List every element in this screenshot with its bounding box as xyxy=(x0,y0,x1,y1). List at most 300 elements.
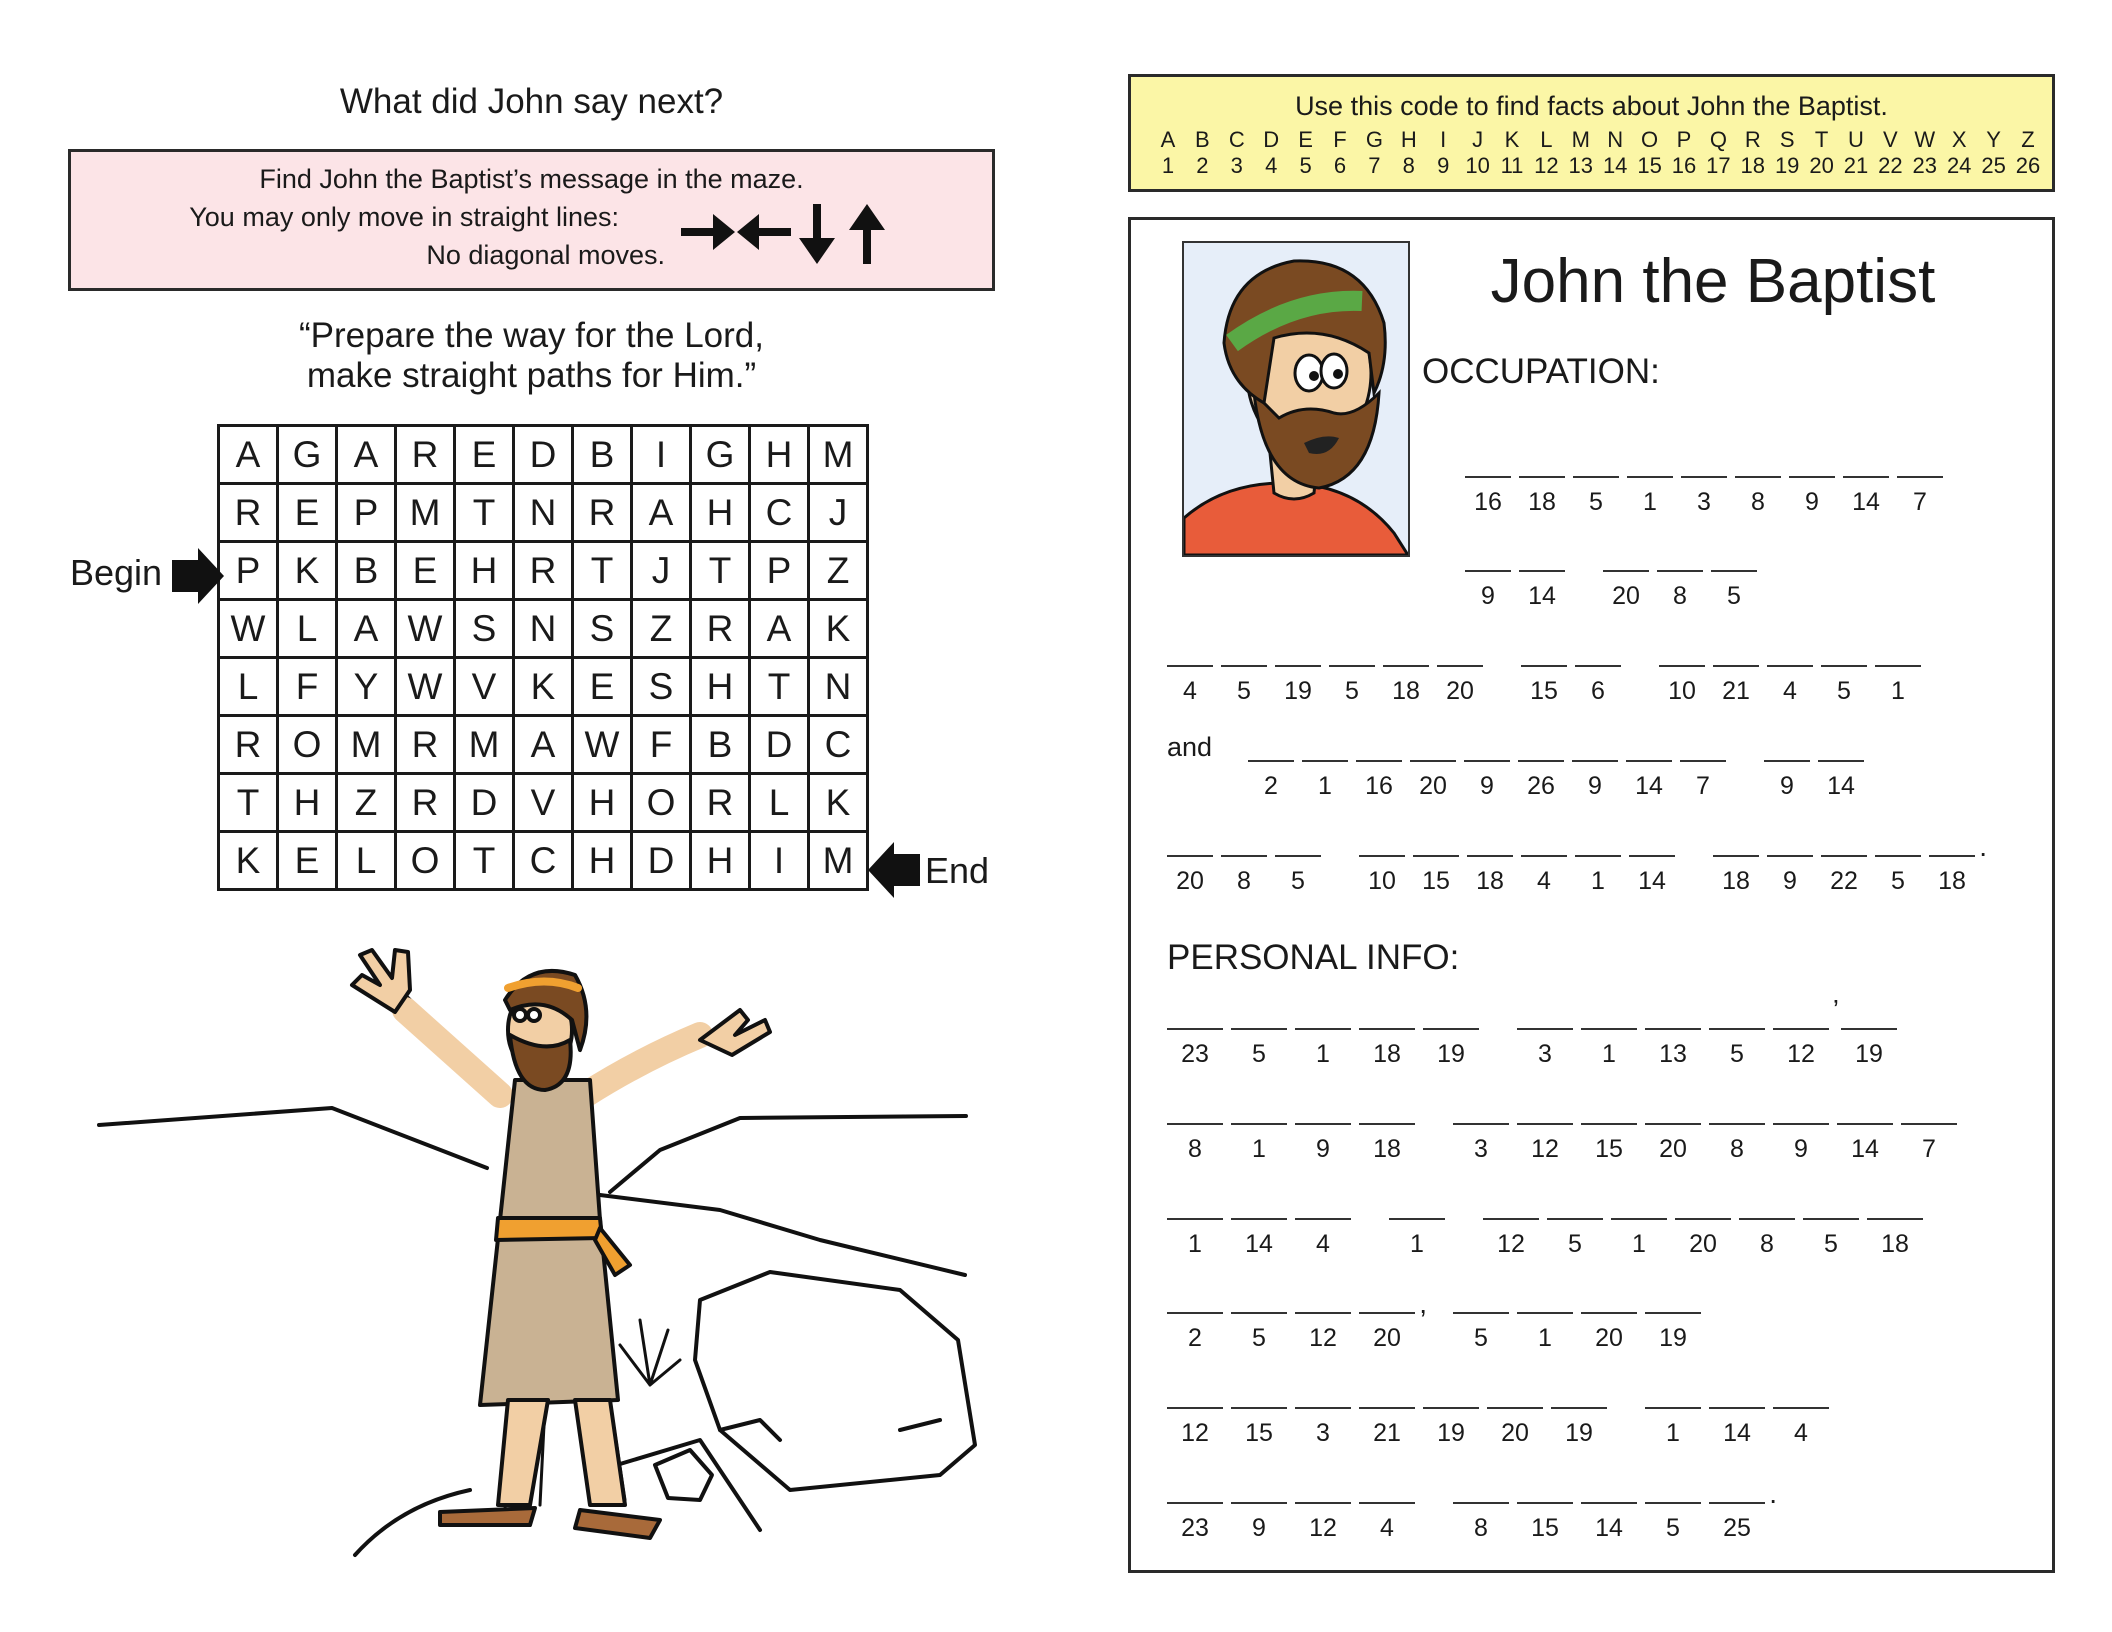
maze-cell[interactable]: Y xyxy=(337,658,396,716)
answer-blank[interactable]: 15 xyxy=(1413,855,1459,896)
answer-blank[interactable]: 5 xyxy=(1875,855,1921,896)
answer-blank[interactable]: 5 xyxy=(1803,1218,1859,1259)
answer-blank[interactable]: 5 xyxy=(1221,665,1267,706)
answer-blank[interactable]: 5 xyxy=(1329,665,1375,706)
maze-cell[interactable]: R xyxy=(396,774,455,832)
answer-blank[interactable]: 1 xyxy=(1517,1312,1573,1353)
maze-cell[interactable]: L xyxy=(219,658,278,716)
answer-blank[interactable]: 1 xyxy=(1167,1218,1223,1259)
maze-cell[interactable]: K xyxy=(809,774,868,832)
maze-cell[interactable]: C xyxy=(750,484,809,542)
maze-cell[interactable]: A xyxy=(632,484,691,542)
code-pair xyxy=(1185,127,1219,179)
maze-cell[interactable]: O xyxy=(396,832,455,890)
maze-cell[interactable]: B xyxy=(573,426,632,484)
answer-word xyxy=(1248,760,1734,801)
maze-cell[interactable]: H xyxy=(691,832,750,890)
quote-line-1: “Prepare the way for the Lord, xyxy=(299,316,764,355)
answer-blank[interactable]: 14 xyxy=(1626,760,1672,801)
maze-cell[interactable]: B xyxy=(337,542,396,600)
instructions-box xyxy=(68,149,995,291)
maze-cell[interactable]: T xyxy=(219,774,278,832)
answer-blank[interactable]: 15 xyxy=(1231,1407,1287,1448)
quote-line-2: make straight paths for Him.” xyxy=(306,356,757,395)
answer-blank[interactable]: 8 xyxy=(1709,1123,1765,1164)
personal-line xyxy=(1167,1218,1961,1259)
answer-blank[interactable]: 1 xyxy=(1645,1407,1701,1448)
maze-cell[interactable]: R xyxy=(396,716,455,774)
answer-blank[interactable]: 1 xyxy=(1581,1028,1637,1069)
code-number: 14 xyxy=(1602,153,1628,178)
maze-cell[interactable]: J xyxy=(809,484,868,542)
code-pair xyxy=(1839,127,1873,179)
answer-blank[interactable]: 3 xyxy=(1453,1123,1509,1164)
maze-cell[interactable]: A xyxy=(337,426,396,484)
bible-quote xyxy=(68,316,995,396)
maze-row xyxy=(219,774,868,832)
answer-blank[interactable]: 20 xyxy=(1581,1312,1637,1353)
answer-blank[interactable]: 7 xyxy=(1901,1123,1957,1164)
answer-blank[interactable]: 1 xyxy=(1575,855,1621,896)
answer-blank[interactable]: 15 xyxy=(1521,665,1567,706)
maze-cell[interactable]: W xyxy=(573,716,632,774)
answer-blank[interactable]: 18 xyxy=(1519,476,1565,517)
maze-cell[interactable]: E xyxy=(396,542,455,600)
maze-cell[interactable]: S xyxy=(455,600,514,658)
code-letter: G xyxy=(1365,127,1383,152)
code-letter: H xyxy=(1400,127,1417,152)
answer-blank[interactable]: 7 xyxy=(1680,760,1726,801)
answer-blank[interactable]: 1 xyxy=(1875,665,1921,706)
code-letter: Y xyxy=(1986,127,2001,152)
begin-arrow-icon xyxy=(172,548,226,604)
maze-cell[interactable]: T xyxy=(573,542,632,600)
answer-word xyxy=(1167,1123,1423,1164)
answer-blank[interactable]: 15 xyxy=(1581,1123,1637,1164)
maze-cell[interactable]: R xyxy=(691,600,750,658)
maze-cell[interactable]: C xyxy=(514,832,573,890)
maze-cell[interactable]: D xyxy=(750,716,809,774)
answer-blank[interactable]: 5 xyxy=(1711,570,1757,611)
and-label: and xyxy=(1167,732,1213,762)
code-pair xyxy=(2011,127,2045,179)
answer-blank[interactable]: 1 xyxy=(1302,760,1348,801)
answer-blank[interactable]: 9 xyxy=(1295,1123,1351,1164)
maze-cell[interactable]: H xyxy=(573,832,632,890)
maze-cell[interactable]: E xyxy=(278,484,337,542)
code-pair xyxy=(1151,127,1185,179)
maze-cell[interactable]: R xyxy=(573,484,632,542)
maze-cell[interactable]: R xyxy=(691,774,750,832)
answer-blank[interactable]: 13 xyxy=(1645,1028,1701,1069)
answer-blank[interactable]: 5 xyxy=(1453,1312,1509,1353)
answer-blank[interactable]: 9 xyxy=(1465,570,1511,611)
punctuation-mark: . xyxy=(1979,831,1987,862)
maze-cell[interactable]: V xyxy=(455,658,514,716)
code-pair xyxy=(1495,127,1529,179)
answer-blank[interactable]: 4 xyxy=(1167,665,1213,706)
maze-cell[interactable]: O xyxy=(278,716,337,774)
code-number: 20 xyxy=(1809,153,1834,178)
code-pair xyxy=(1633,127,1667,179)
answer-blank[interactable]: 6 xyxy=(1575,665,1621,706)
answer-blank[interactable]: 3 xyxy=(1517,1028,1573,1069)
occupation-line xyxy=(1167,831,2013,896)
maze-cell[interactable]: K xyxy=(219,832,278,890)
answer-blank[interactable]: 19 xyxy=(1551,1407,1607,1448)
instruction-line-3: No diagonal moves. xyxy=(426,240,665,270)
answer-blank[interactable]: 4 xyxy=(1295,1218,1351,1259)
maze-cell[interactable]: R xyxy=(219,484,278,542)
answer-blank[interactable]: 20 xyxy=(1437,665,1483,706)
personal-line xyxy=(1167,1478,1803,1543)
code-number: 18 xyxy=(1740,153,1766,178)
answer-blank[interactable]: 20 xyxy=(1359,1312,1415,1353)
answer-blank[interactable]: 12 xyxy=(1483,1218,1539,1259)
answer-blank[interactable]: 2 xyxy=(1167,1312,1223,1353)
code-number: 9 xyxy=(1437,153,1450,178)
code-letter: D xyxy=(1263,127,1280,152)
maze-cell[interactable]: D xyxy=(632,832,691,890)
maze-cell[interactable]: K xyxy=(278,542,337,600)
maze-cell[interactable]: F xyxy=(632,716,691,774)
maze-cell[interactable]: L xyxy=(750,774,809,832)
maze-cell[interactable]: A xyxy=(750,600,809,658)
code-number: 7 xyxy=(1368,153,1381,178)
answer-blank[interactable]: 15 xyxy=(1517,1502,1573,1543)
code-letter: I xyxy=(1440,127,1447,152)
answer-blank[interactable]: 4 xyxy=(1773,1407,1829,1448)
maze-cell[interactable]: R xyxy=(514,542,573,600)
answer-blank[interactable]: 5 xyxy=(1231,1312,1287,1353)
maze-cell[interactable]: F xyxy=(278,658,337,716)
answer-blank[interactable]: 12 xyxy=(1295,1312,1351,1353)
answer-word xyxy=(1517,994,1839,1069)
answer-word xyxy=(1659,665,1929,706)
answer-blank[interactable]: 4 xyxy=(1767,665,1813,706)
answer-blank[interactable]: 8 xyxy=(1735,476,1781,517)
answer-word xyxy=(1521,665,1629,706)
answer-blank[interactable]: 19 xyxy=(1645,1312,1701,1353)
maze-cell[interactable]: N xyxy=(514,484,573,542)
code-pair xyxy=(1873,127,1907,179)
answer-blank[interactable]: 18 xyxy=(1713,855,1759,896)
answer-blank[interactable]: 19 xyxy=(1275,665,1321,706)
code-letter: F xyxy=(1333,127,1347,152)
maze-cell[interactable]: H xyxy=(691,484,750,542)
code-letter: Q xyxy=(1709,127,1727,152)
answer-blank[interactable]: 19 xyxy=(1423,1028,1479,1069)
answer-blank[interactable]: 16 xyxy=(1465,476,1511,517)
code-pair xyxy=(1770,127,1804,179)
answer-blank[interactable]: 9 xyxy=(1773,1123,1829,1164)
maze-cell[interactable]: Z xyxy=(632,600,691,658)
answer-blank[interactable]: 9 xyxy=(1764,760,1810,801)
arrow-left-icon xyxy=(737,214,791,250)
code-number: 23 xyxy=(1912,153,1938,178)
maze-cell[interactable]: T xyxy=(455,484,514,542)
answer-blank[interactable]: 12 xyxy=(1773,1028,1829,1069)
maze-cell[interactable]: W xyxy=(396,658,455,716)
occupation-line xyxy=(1248,760,1902,801)
punctuation-mark: . xyxy=(1769,1478,1777,1509)
answer-blank[interactable]: 14 xyxy=(1519,570,1565,611)
maze-cell[interactable]: E xyxy=(573,658,632,716)
maze-cell[interactable]: J xyxy=(632,542,691,600)
answer-blank[interactable]: 14 xyxy=(1581,1502,1637,1543)
occupation-line xyxy=(1167,665,1959,706)
code-number: 16 xyxy=(1671,153,1697,178)
answer-blank[interactable]: 14 xyxy=(1843,476,1889,517)
code-pair xyxy=(1977,127,2011,179)
answer-blank[interactable]: 23 xyxy=(1167,1028,1223,1069)
maze-row xyxy=(219,832,868,890)
answer-blank[interactable]: 9 xyxy=(1767,855,1813,896)
maze-cell[interactable]: P xyxy=(750,542,809,600)
answer-blank[interactable]: 2 xyxy=(1248,760,1294,801)
answer-blank[interactable]: 18 xyxy=(1467,855,1513,896)
answer-blank[interactable]: 10 xyxy=(1359,855,1405,896)
answer-blank[interactable]: 3 xyxy=(1295,1407,1351,1448)
personal-line xyxy=(1167,1407,1867,1448)
code-number: 5 xyxy=(1299,153,1312,178)
code-number: 4 xyxy=(1265,153,1278,178)
answer-blank[interactable]: 8 xyxy=(1167,1123,1223,1164)
answer-blank[interactable]: 7 xyxy=(1897,476,1943,517)
answer-blank[interactable]: 9 xyxy=(1231,1502,1287,1543)
code-letter: Z xyxy=(2021,127,2035,152)
begin-label: Begin xyxy=(70,552,163,593)
answer-blank[interactable]: 18 xyxy=(1383,665,1429,706)
code-letter: C xyxy=(1228,127,1245,152)
code-letter: T xyxy=(1814,127,1829,152)
answer-blank[interactable]: 5 xyxy=(1573,476,1619,517)
code-letter: R xyxy=(1744,127,1761,152)
maze-cell[interactable]: I xyxy=(632,426,691,484)
maze-cell[interactable]: G xyxy=(691,426,750,484)
answer-blank[interactable]: 8 xyxy=(1739,1218,1795,1259)
answer-blank[interactable]: 21 xyxy=(1713,665,1759,706)
maze-cell[interactable]: T xyxy=(750,658,809,716)
maze-cell[interactable]: M xyxy=(337,716,396,774)
code-letter: W xyxy=(1914,127,1936,152)
code-letter: K xyxy=(1504,127,1520,152)
answer-blank[interactable]: 3 xyxy=(1681,476,1727,517)
maze-cell[interactable]: L xyxy=(278,600,337,658)
code-number: 24 xyxy=(1946,153,1972,178)
maze-cell[interactable]: A xyxy=(337,600,396,658)
answer-blank[interactable]: 25 xyxy=(1709,1502,1765,1543)
answer-blank[interactable]: 19 xyxy=(1423,1407,1479,1448)
answer-blank[interactable]: 9 xyxy=(1789,476,1835,517)
code-letter: X xyxy=(1951,127,1967,152)
maze-cell[interactable]: O xyxy=(632,774,691,832)
code-number: 6 xyxy=(1333,153,1347,178)
code-letter: L xyxy=(1540,127,1553,152)
maze-cell[interactable]: T xyxy=(455,832,514,890)
code-number: 12 xyxy=(1534,153,1559,178)
maze-cell[interactable]: L xyxy=(337,832,396,890)
answer-blank[interactable]: 26 xyxy=(1518,760,1564,801)
code-pair xyxy=(1529,127,1563,179)
answer-blank[interactable]: 9 xyxy=(1572,760,1618,801)
punctuation-mark: ’ xyxy=(1832,994,1839,1025)
answer-blank[interactable]: 20 xyxy=(1167,855,1213,896)
answer-blank[interactable]: 18 xyxy=(1929,855,1975,896)
answer-blank[interactable]: 14 xyxy=(1231,1218,1287,1259)
maze-cell[interactable]: E xyxy=(455,426,514,484)
maze-cell[interactable]: H xyxy=(573,774,632,832)
answer-blank[interactable]: 1 xyxy=(1231,1123,1287,1164)
code-pair xyxy=(1426,127,1460,179)
john-portrait-image xyxy=(1182,241,1410,557)
maze-cell[interactable]: H xyxy=(278,774,337,832)
maze-cell[interactable]: H xyxy=(691,658,750,716)
maze-cell[interactable]: A xyxy=(514,716,573,774)
maze-cell[interactable]: G xyxy=(278,426,337,484)
answer-blank[interactable]: 5 xyxy=(1821,665,1867,706)
maze-cell[interactable]: H xyxy=(750,426,809,484)
maze-cell[interactable]: H xyxy=(455,542,514,600)
code-pair xyxy=(1254,127,1288,179)
answer-blank[interactable]: 18 xyxy=(1867,1218,1923,1259)
answer-word xyxy=(1713,831,1987,896)
maze-cell[interactable]: N xyxy=(809,658,868,716)
answer-word xyxy=(1167,1288,1427,1353)
answer-blank[interactable]: 8 xyxy=(1657,570,1703,611)
maze-cell[interactable]: D xyxy=(514,426,573,484)
answer-blank[interactable]: 5 xyxy=(1275,855,1321,896)
answer-blank[interactable]: 18 xyxy=(1359,1028,1415,1069)
answer-blank[interactable]: 22 xyxy=(1821,855,1867,896)
code-pair xyxy=(1289,127,1323,179)
maze-cell[interactable]: S xyxy=(573,600,632,658)
maze-cell[interactable]: R xyxy=(396,426,455,484)
answer-blank[interactable]: 10 xyxy=(1659,665,1705,706)
answer-blank[interactable]: 1 xyxy=(1611,1218,1667,1259)
answer-blank[interactable]: 14 xyxy=(1837,1123,1893,1164)
code-letter: M xyxy=(1571,127,1590,152)
arrow-down-icon xyxy=(799,204,835,264)
maze-cell[interactable]: M xyxy=(455,716,514,774)
personal-line xyxy=(1167,1123,1995,1164)
answer-word xyxy=(1167,1407,1615,1448)
code-number: 22 xyxy=(1878,153,1903,178)
answer-word xyxy=(1359,855,1683,896)
answer-word xyxy=(1167,855,1329,896)
answer-blank[interactable]: 5 xyxy=(1547,1218,1603,1259)
code-pair xyxy=(1357,127,1391,179)
answer-blank[interactable]: 19 xyxy=(1841,1028,1897,1069)
maze-cell[interactable]: R xyxy=(219,716,278,774)
answer-blank[interactable]: 5 xyxy=(1231,1028,1287,1069)
instruction-line-1: Find John the Baptist’s message in the maze. xyxy=(259,164,804,194)
answer-blank[interactable]: 14 xyxy=(1629,855,1675,896)
maze-cell[interactable]: C xyxy=(809,716,868,774)
maze-cell[interactable]: T xyxy=(691,542,750,600)
personal-line xyxy=(1167,994,1935,1069)
maze-cell[interactable]: Z xyxy=(337,774,396,832)
answer-blank[interactable]: 14 xyxy=(1818,760,1864,801)
answer-blank[interactable]: 8 xyxy=(1453,1502,1509,1543)
answer-blank[interactable]: 12 xyxy=(1517,1123,1573,1164)
maze-cell[interactable]: D xyxy=(455,774,514,832)
answer-word xyxy=(1453,1478,1777,1543)
answer-blank[interactable]: 14 xyxy=(1709,1407,1765,1448)
answer-blank[interactable]: 9 xyxy=(1464,760,1510,801)
code-number: 26 xyxy=(2015,153,2041,178)
answer-blank[interactable]: 23 xyxy=(1167,1502,1223,1543)
code-pair xyxy=(1461,127,1495,179)
answer-blank[interactable]: 20 xyxy=(1410,760,1456,801)
maze-cell[interactable]: V xyxy=(514,774,573,832)
end-label: End xyxy=(925,850,990,891)
code-number: 1 xyxy=(1161,153,1175,178)
bush-icon xyxy=(620,1320,680,1385)
answer-blank[interactable]: 16 xyxy=(1356,760,1402,801)
answer-blank[interactable]: 20 xyxy=(1487,1407,1543,1448)
maze-row xyxy=(219,600,868,658)
answer-blank[interactable]: 1 xyxy=(1389,1218,1445,1259)
code-number: 13 xyxy=(1568,153,1594,178)
code-pair xyxy=(1736,127,1770,179)
answer-blank[interactable]: 1 xyxy=(1295,1028,1351,1069)
answer-blank[interactable]: 1 xyxy=(1627,476,1673,517)
maze-row xyxy=(219,484,868,542)
maze-cell[interactable]: A xyxy=(219,426,278,484)
maze-cell[interactable]: M xyxy=(396,484,455,542)
maze-cell[interactable]: K xyxy=(809,600,868,658)
maze-cell[interactable]: B xyxy=(691,716,750,774)
maze-cell[interactable]: K xyxy=(514,658,573,716)
maze-cell[interactable]: M xyxy=(809,426,868,484)
maze-cell[interactable]: W xyxy=(219,600,278,658)
answer-blank[interactable]: 5 xyxy=(1709,1028,1765,1069)
code-number: 21 xyxy=(1843,153,1869,178)
code-letter: V xyxy=(1883,127,1898,152)
maze-cell[interactable]: S xyxy=(632,658,691,716)
code-pair xyxy=(1564,127,1598,179)
code-letter: P xyxy=(1676,127,1692,152)
answer-blank[interactable]: 12 xyxy=(1167,1407,1223,1448)
answer-blank[interactable]: 5 xyxy=(1645,1502,1701,1543)
answer-blank[interactable]: 21 xyxy=(1359,1407,1415,1448)
code-pair xyxy=(1598,127,1632,179)
arrow-right-icon xyxy=(681,214,735,250)
answer-word xyxy=(1764,760,1872,801)
maze-cell[interactable]: N xyxy=(514,600,573,658)
answer-blank[interactable]: 20 xyxy=(1603,570,1649,611)
answer-blank[interactable]: 18 xyxy=(1359,1123,1415,1164)
maze-cell[interactable]: I xyxy=(750,832,809,890)
answer-blank[interactable]: 20 xyxy=(1645,1123,1701,1164)
answer-blank[interactable]: 12 xyxy=(1295,1502,1351,1543)
maze-cell[interactable]: W xyxy=(396,600,455,658)
maze-cell[interactable]: P xyxy=(219,542,278,600)
maze-cell[interactable]: M xyxy=(809,832,868,890)
panel-title: John the Baptist xyxy=(1490,247,1936,316)
maze-cell[interactable]: Z xyxy=(809,542,868,600)
maze-row xyxy=(219,716,868,774)
maze-cell[interactable]: E xyxy=(278,832,337,890)
john-baptizing-illustration xyxy=(0,930,1000,1570)
answer-blank[interactable]: 8 xyxy=(1221,855,1267,896)
answer-blank[interactable]: 4 xyxy=(1359,1502,1415,1543)
answer-blank[interactable]: 4 xyxy=(1521,855,1567,896)
maze-cell[interactable]: P xyxy=(337,484,396,542)
answer-blank[interactable]: 20 xyxy=(1675,1218,1731,1259)
code-pair xyxy=(1701,127,1735,179)
